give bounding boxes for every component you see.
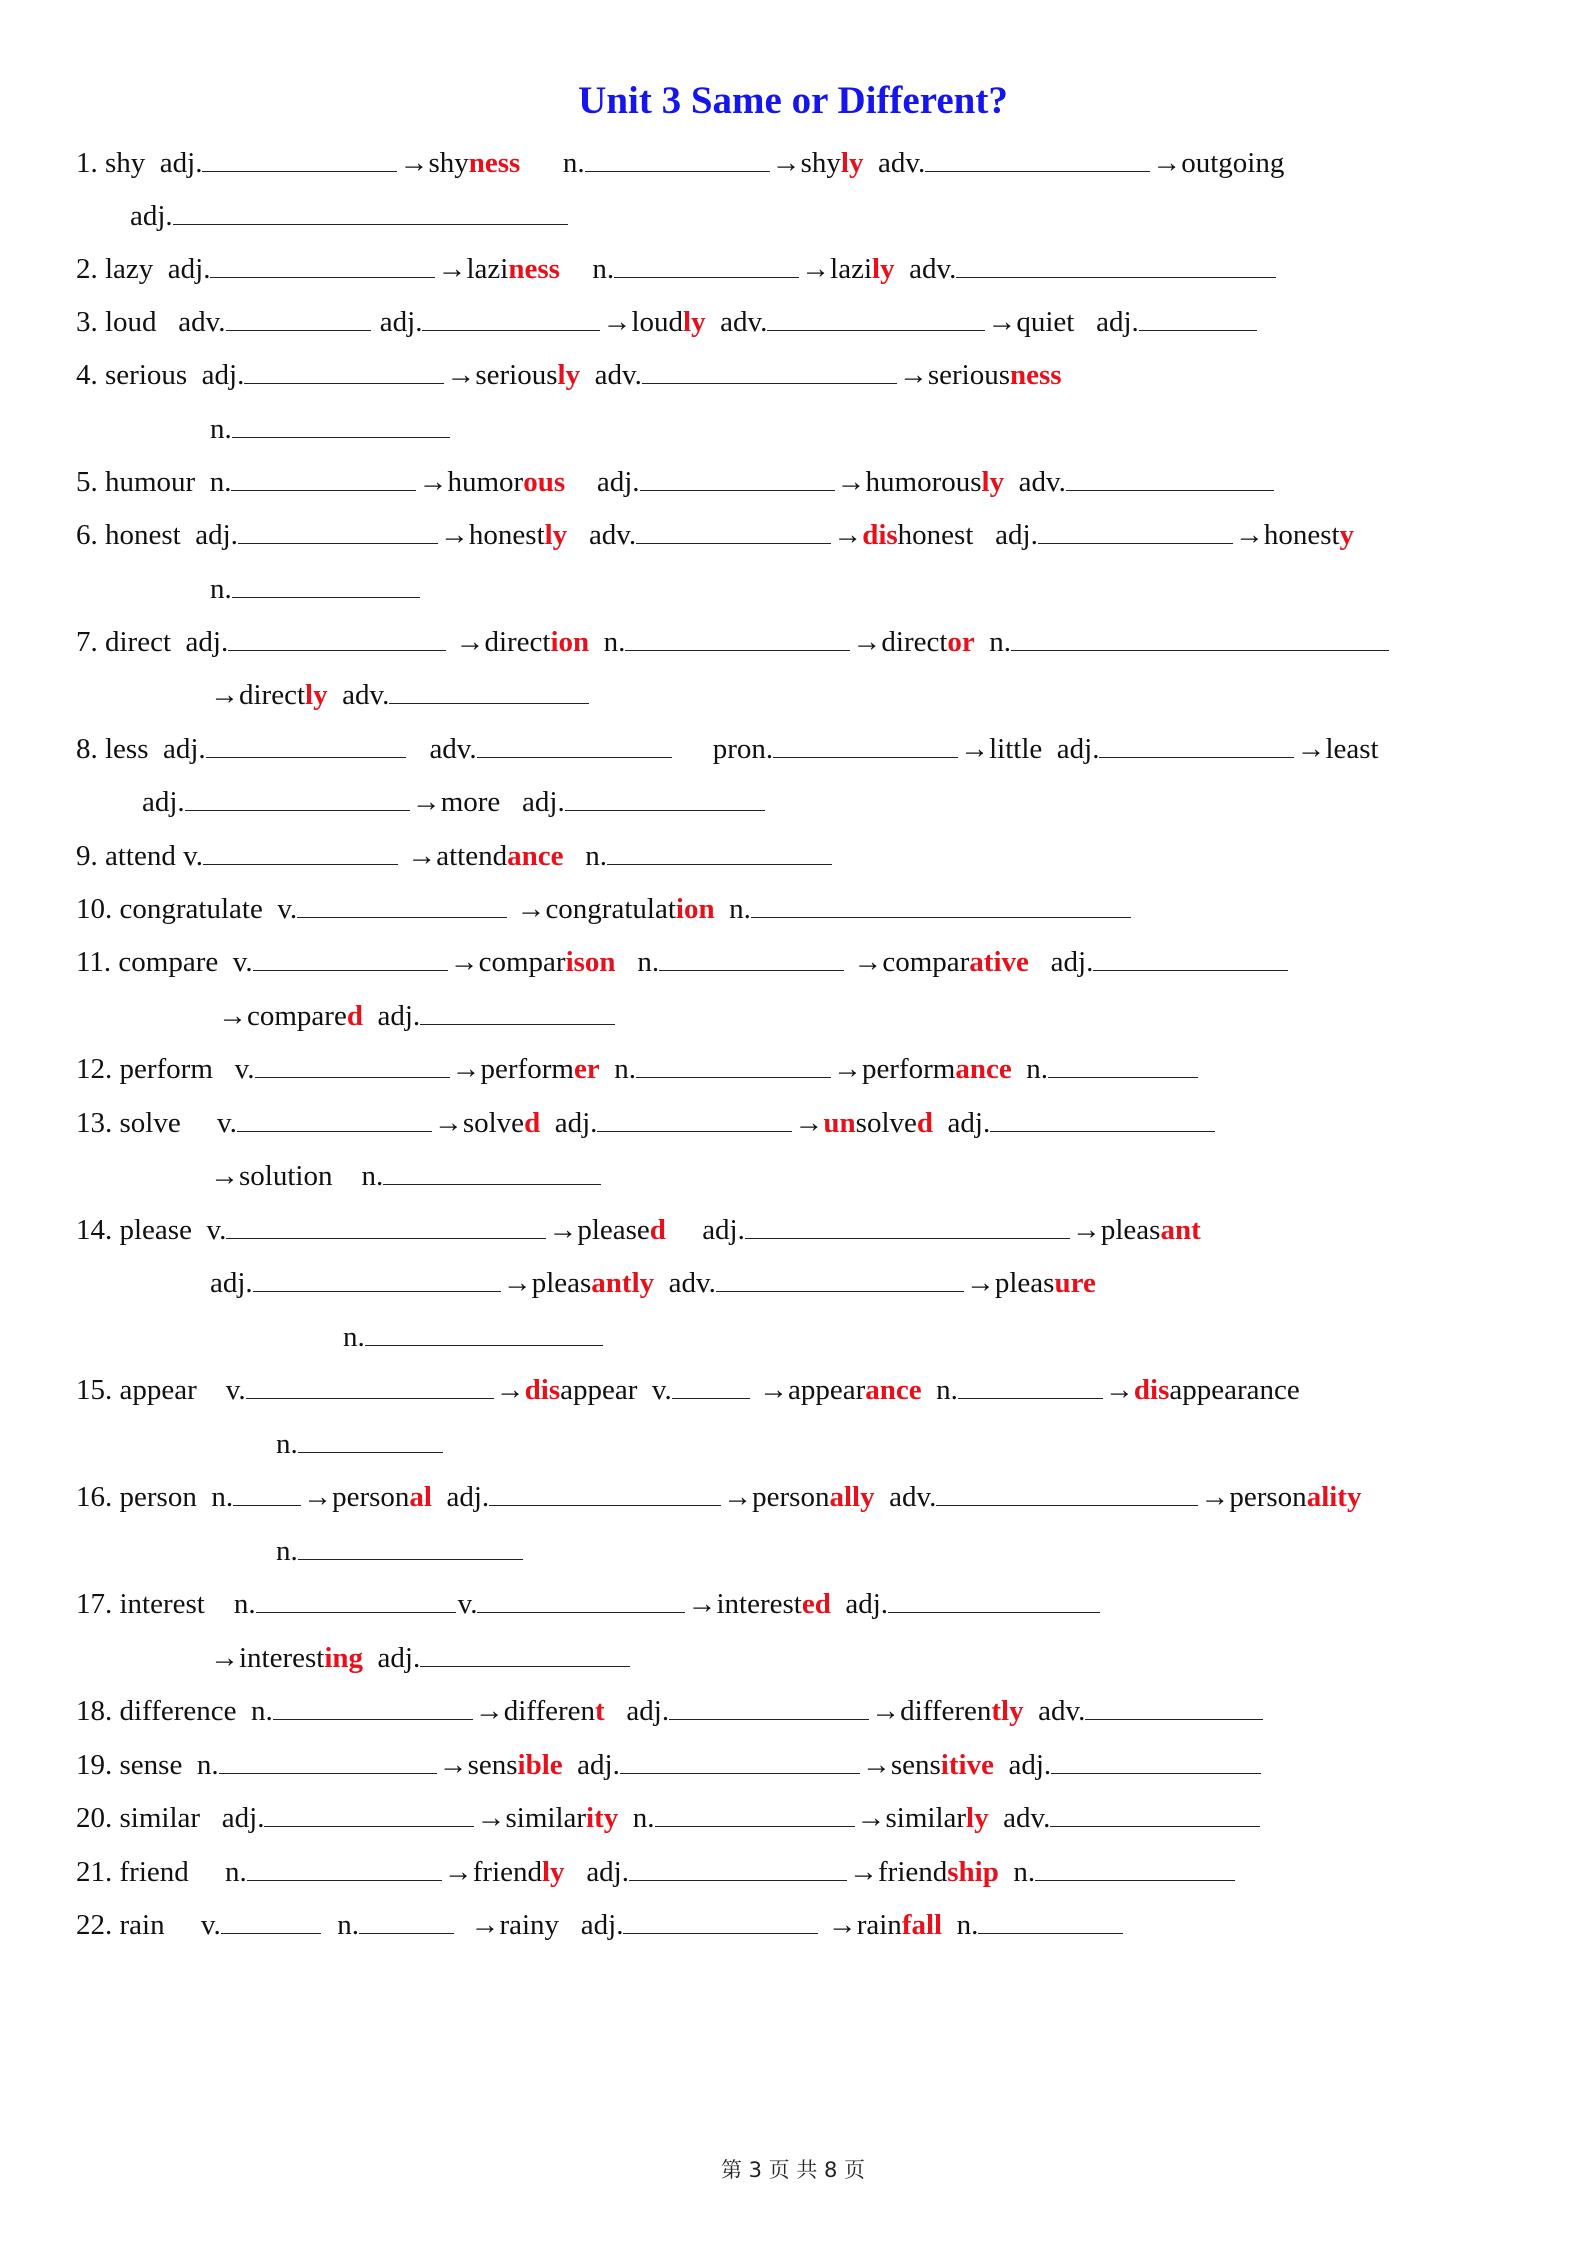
answer-blank[interactable] bbox=[565, 786, 765, 811]
answer-blank[interactable] bbox=[936, 1481, 1198, 1506]
answer-blank[interactable] bbox=[620, 1749, 860, 1774]
word-text: 16. person n. bbox=[76, 1481, 234, 1513]
highlighted-suffix: ison bbox=[565, 946, 616, 978]
exercise-line bbox=[76, 624, 1391, 660]
highlighted-suffix: ness bbox=[508, 253, 560, 285]
word-text: →sens bbox=[438, 1749, 518, 1781]
exercise-line bbox=[210, 1640, 632, 1676]
word-text: n. bbox=[210, 573, 232, 605]
word-text: →pleas bbox=[1071, 1214, 1161, 1246]
word-text: adv. bbox=[874, 1481, 937, 1513]
word-text: →serious bbox=[446, 359, 558, 391]
word-text: n. bbox=[589, 626, 626, 658]
answer-blank[interactable] bbox=[253, 1267, 501, 1292]
word-text: → bbox=[495, 1374, 525, 1406]
exercise-line bbox=[76, 1693, 1265, 1729]
exercise-line bbox=[76, 891, 1133, 927]
exercise-line bbox=[76, 1854, 1237, 1890]
answer-blank[interactable] bbox=[246, 1374, 494, 1399]
word-text: adj. bbox=[562, 1749, 620, 1781]
answer-blank[interactable] bbox=[585, 147, 770, 172]
word-text: 22. rain v. bbox=[76, 1909, 221, 1941]
exercise-line bbox=[142, 784, 767, 820]
answer-blank[interactable] bbox=[1139, 306, 1257, 331]
word-text: n. bbox=[276, 1428, 298, 1460]
highlighted-suffix: ly bbox=[683, 306, 706, 338]
word-text: n. bbox=[563, 840, 607, 872]
highlighted-suffix: itive bbox=[940, 1749, 994, 1781]
word-text: n. bbox=[615, 946, 660, 978]
exercise-line bbox=[76, 1479, 1361, 1515]
word-text: →solve bbox=[433, 1107, 525, 1139]
word-text: →direct bbox=[448, 626, 551, 658]
word-text: adv. bbox=[654, 1267, 716, 1299]
answer-blank[interactable] bbox=[1051, 1749, 1261, 1774]
word-text: 20. similar adj. bbox=[76, 1802, 265, 1834]
highlighted-suffix: antly bbox=[591, 1267, 655, 1299]
exercise-line bbox=[76, 838, 834, 874]
word-text: →person bbox=[723, 1481, 830, 1513]
highlighted-suffix: ly bbox=[966, 1802, 989, 1834]
highlighted-suffix: un bbox=[823, 1107, 856, 1139]
highlighted-suffix: dis bbox=[1133, 1374, 1170, 1406]
word-text: 13. solve v. bbox=[76, 1107, 237, 1139]
highlighted-suffix: ion bbox=[550, 626, 590, 658]
exercise-line bbox=[276, 1426, 445, 1462]
word-text: n. bbox=[921, 1374, 958, 1406]
word-text: →direct bbox=[852, 626, 948, 658]
word-text: 17. interest n. bbox=[76, 1588, 256, 1620]
answer-blank[interactable] bbox=[659, 946, 844, 971]
answer-blank[interactable] bbox=[1066, 466, 1274, 491]
answer-blank[interactable] bbox=[422, 306, 600, 331]
word-text: adj. bbox=[540, 1107, 598, 1139]
answer-blank[interactable] bbox=[477, 1588, 685, 1613]
word-text: n. bbox=[577, 253, 615, 285]
highlighted-suffix: or bbox=[947, 626, 975, 658]
highlighted-suffix: ly bbox=[557, 359, 581, 391]
answer-blank[interactable] bbox=[629, 1856, 847, 1881]
word-text: →perform bbox=[451, 1053, 574, 1085]
word-text: →lazi bbox=[801, 253, 873, 285]
word-text: →serious bbox=[898, 359, 1010, 391]
answer-blank[interactable] bbox=[210, 253, 435, 278]
word-text: 6. honest adj. bbox=[76, 519, 238, 551]
word-text: adj. bbox=[575, 466, 640, 498]
word-text: →attend bbox=[399, 840, 508, 872]
page-footer: 第 3 页 共 8 页 bbox=[720, 2158, 866, 2182]
exercise-line bbox=[210, 411, 452, 447]
answer-blank[interactable] bbox=[264, 1802, 474, 1827]
highlighted-suffix: ion bbox=[675, 893, 715, 925]
highlighted-suffix: ly bbox=[542, 1856, 565, 1888]
word-text: honest adj. bbox=[897, 519, 1038, 551]
word-text: n. bbox=[974, 626, 1012, 658]
word-text: adj. bbox=[142, 786, 185, 818]
highlighted-suffix: ance bbox=[955, 1053, 1012, 1085]
answer-blank[interactable] bbox=[669, 1695, 869, 1720]
answer-blank[interactable] bbox=[232, 573, 420, 598]
answer-blank[interactable] bbox=[203, 840, 398, 865]
word-text: adv. bbox=[327, 679, 390, 711]
word-text: →quiet adj. bbox=[987, 306, 1139, 338]
answer-blank[interactable] bbox=[219, 1749, 437, 1774]
word-text: →friend bbox=[443, 1856, 542, 1888]
answer-blank[interactable] bbox=[185, 786, 410, 811]
highlighted-suffix: d bbox=[649, 1214, 666, 1246]
exercise-line bbox=[76, 145, 1284, 181]
answer-blank[interactable] bbox=[636, 1053, 831, 1078]
word-text: 3. loud adv. bbox=[76, 306, 226, 338]
highlighted-suffix: tly bbox=[991, 1695, 1024, 1727]
word-text: 18. difference n. bbox=[76, 1695, 273, 1727]
highlighted-suffix: ure bbox=[1054, 1267, 1096, 1299]
highlighted-suffix: ness bbox=[468, 147, 521, 179]
exercise-line bbox=[76, 357, 1062, 393]
answer-blank[interactable] bbox=[256, 1588, 456, 1613]
word-text: 12. perform v. bbox=[76, 1053, 255, 1085]
highlighted-suffix: ly bbox=[840, 147, 864, 179]
answer-blank[interactable] bbox=[978, 1909, 1123, 1934]
highlighted-suffix: ly bbox=[544, 519, 568, 551]
highlighted-suffix: d bbox=[916, 1107, 934, 1139]
word-text: n. bbox=[1011, 1053, 1048, 1085]
answer-blank[interactable] bbox=[1011, 626, 1389, 651]
answer-blank[interactable] bbox=[745, 1214, 1070, 1239]
highlighted-suffix: ly bbox=[305, 679, 328, 711]
word-text: →loud bbox=[602, 306, 684, 338]
word-text: →pleas bbox=[965, 1267, 1055, 1299]
word-text: →differen bbox=[474, 1695, 595, 1727]
word-text: → bbox=[833, 519, 863, 551]
word-text: adv. bbox=[988, 1802, 1051, 1834]
word-text: →interest bbox=[210, 1642, 325, 1674]
highlighted-suffix: dis bbox=[524, 1374, 561, 1406]
word-text: v. bbox=[457, 1588, 478, 1620]
word-text: adj. bbox=[431, 1481, 490, 1513]
word-text: →perform bbox=[832, 1053, 956, 1085]
word-text: → bbox=[1104, 1374, 1134, 1406]
answer-blank[interactable] bbox=[597, 1107, 792, 1132]
word-text: →more adj. bbox=[411, 786, 565, 818]
word-text: 14. please v. bbox=[76, 1214, 227, 1246]
word-text: n. bbox=[714, 893, 751, 925]
answer-blank[interactable] bbox=[477, 733, 672, 758]
answer-blank[interactable] bbox=[237, 1107, 432, 1132]
word-text: →shy bbox=[399, 147, 469, 179]
answer-blank[interactable] bbox=[298, 1535, 523, 1560]
word-text: →direct bbox=[210, 679, 306, 711]
word-text: n. bbox=[343, 1321, 365, 1353]
word-text: adj. bbox=[363, 1642, 421, 1674]
word-text: →person bbox=[303, 1481, 410, 1513]
word-text: adj. bbox=[993, 1749, 1052, 1781]
answer-blank[interactable] bbox=[623, 1909, 818, 1934]
answer-blank[interactable] bbox=[359, 1909, 454, 1934]
word-text: →little adj. bbox=[960, 733, 1100, 765]
word-text: →compar bbox=[846, 946, 970, 978]
answer-blank[interactable] bbox=[233, 1481, 301, 1506]
answer-blank[interactable] bbox=[655, 1802, 855, 1827]
word-text: adj. bbox=[372, 306, 423, 338]
word-text: appearance bbox=[1169, 1374, 1300, 1406]
exercise-line bbox=[76, 517, 1354, 553]
word-text: adv. bbox=[1023, 1695, 1086, 1727]
word-text: →honest bbox=[1234, 519, 1340, 551]
answer-blank[interactable] bbox=[255, 1053, 450, 1078]
highlighted-suffix: ed bbox=[801, 1588, 831, 1620]
word-text: adj. bbox=[665, 1214, 745, 1246]
word-text: adj. bbox=[830, 1588, 889, 1620]
highlighted-suffix: ous bbox=[523, 466, 566, 498]
word-text: adv. bbox=[863, 147, 926, 179]
word-text: →honest bbox=[439, 519, 545, 551]
exercise-line bbox=[218, 998, 617, 1034]
answer-blank[interactable] bbox=[614, 253, 799, 278]
word-text: solve bbox=[855, 1107, 917, 1139]
exercise-line bbox=[76, 1800, 1262, 1836]
highlighted-suffix: dis bbox=[862, 519, 898, 551]
word-text: 21. friend n. bbox=[76, 1856, 247, 1888]
word-text: n. bbox=[599, 1053, 636, 1085]
exercise-line bbox=[210, 571, 422, 607]
answer-blank[interactable] bbox=[672, 1374, 750, 1399]
answer-blank[interactable] bbox=[925, 147, 1150, 172]
highlighted-suffix: ative bbox=[969, 946, 1029, 978]
answer-blank[interactable] bbox=[420, 1000, 615, 1025]
word-text: n. bbox=[322, 1909, 359, 1941]
word-text: adv. bbox=[567, 519, 637, 551]
word-text: →congratulat bbox=[509, 893, 676, 925]
word-text: 4. serious adj. bbox=[76, 359, 245, 391]
word-text: adv. bbox=[894, 253, 957, 285]
answer-blank[interactable] bbox=[1093, 946, 1288, 971]
answer-blank[interactable] bbox=[232, 413, 450, 438]
word-text: →compar bbox=[449, 946, 566, 978]
word-text: →humor bbox=[418, 466, 524, 498]
word-text: →rainy adj. bbox=[455, 1909, 624, 1941]
highlighted-suffix: d bbox=[346, 1000, 363, 1032]
answer-blank[interactable] bbox=[1099, 733, 1294, 758]
word-text: n. bbox=[548, 147, 585, 179]
word-text: n. bbox=[210, 413, 232, 445]
word-text: 11. compare v. bbox=[76, 946, 253, 978]
highlighted-suffix: t bbox=[595, 1695, 605, 1727]
exercise-line bbox=[76, 1586, 1102, 1622]
highlighted-suffix: ing bbox=[324, 1642, 364, 1674]
answer-blank[interactable] bbox=[1038, 519, 1233, 544]
word-text: →appear bbox=[751, 1374, 866, 1406]
exercise-line bbox=[276, 1533, 525, 1569]
word-text: 10. congratulate v. bbox=[76, 893, 298, 925]
word-text: →friend bbox=[849, 1856, 948, 1888]
word-text: adj. bbox=[362, 1000, 421, 1032]
exercise-line bbox=[76, 251, 1278, 287]
highlighted-suffix: ally bbox=[829, 1481, 875, 1513]
word-text: → bbox=[794, 1107, 824, 1139]
word-text: →similar bbox=[476, 1802, 587, 1834]
exercise-line bbox=[76, 731, 1379, 767]
answer-blank[interactable] bbox=[956, 253, 1276, 278]
highlighted-suffix: ly bbox=[872, 253, 895, 285]
answer-blank[interactable] bbox=[206, 733, 406, 758]
word-text: adv. bbox=[1004, 466, 1066, 498]
word-text: →person bbox=[1200, 1481, 1307, 1513]
answer-blank[interactable] bbox=[253, 946, 448, 971]
word-text: 1. shy adj. bbox=[76, 147, 203, 179]
highlighted-suffix: ance bbox=[507, 840, 564, 872]
word-text: adv. bbox=[705, 306, 768, 338]
word-text: 19. sense n. bbox=[76, 1749, 219, 1781]
word-text: 2. lazy adj. bbox=[76, 253, 211, 285]
answer-blank[interactable] bbox=[636, 519, 831, 544]
highlighted-suffix: er bbox=[573, 1053, 600, 1085]
word-text: →pleas bbox=[502, 1267, 592, 1299]
exercise-line bbox=[76, 304, 1259, 340]
word-text: adj. bbox=[210, 1267, 253, 1299]
answer-blank[interactable] bbox=[383, 1160, 601, 1185]
answer-blank[interactable] bbox=[247, 1856, 442, 1881]
answer-blank[interactable] bbox=[888, 1588, 1100, 1613]
answer-blank[interactable] bbox=[173, 200, 568, 225]
word-text: →outgoing bbox=[1152, 147, 1285, 179]
exercise-line bbox=[76, 1372, 1300, 1408]
word-text: →lazi bbox=[437, 253, 509, 285]
word-text: →least bbox=[1296, 733, 1379, 765]
word-text: →please bbox=[548, 1214, 650, 1246]
word-text: adj. bbox=[604, 1695, 670, 1727]
exercise-line bbox=[343, 1319, 605, 1355]
word-text: →sens bbox=[861, 1749, 941, 1781]
answer-blank[interactable] bbox=[226, 1214, 546, 1239]
answer-blank[interactable] bbox=[238, 519, 438, 544]
word-text: →rain bbox=[820, 1909, 902, 1941]
word-text: →solution n. bbox=[210, 1160, 384, 1192]
answer-blank[interactable] bbox=[607, 840, 832, 865]
word-text: →compare bbox=[218, 1000, 347, 1032]
answer-blank[interactable] bbox=[767, 306, 985, 331]
word-text: →humorous bbox=[836, 466, 982, 498]
word-text: pron. bbox=[683, 733, 774, 765]
answer-blank[interactable] bbox=[642, 359, 897, 384]
answer-blank[interactable] bbox=[221, 1909, 321, 1934]
answer-blank[interactable] bbox=[244, 359, 444, 384]
highlighted-suffix: ance bbox=[865, 1374, 922, 1406]
word-text: →interest bbox=[687, 1588, 802, 1620]
exercise-line bbox=[130, 198, 570, 234]
word-text: n. bbox=[618, 1802, 655, 1834]
answer-blank[interactable] bbox=[1048, 1053, 1198, 1078]
answer-blank[interactable] bbox=[298, 1428, 443, 1453]
word-text: adv. bbox=[407, 733, 477, 765]
exercise-line bbox=[76, 1105, 1217, 1141]
highlighted-suffix: ship bbox=[947, 1856, 999, 1888]
word-text: →shy bbox=[771, 147, 841, 179]
answer-blank[interactable] bbox=[365, 1321, 603, 1346]
exercise-line bbox=[76, 1051, 1200, 1087]
exercise-line bbox=[210, 677, 591, 713]
answer-blank[interactable] bbox=[1050, 1802, 1260, 1827]
highlighted-suffix: y bbox=[1339, 519, 1355, 551]
answer-blank[interactable] bbox=[273, 1695, 473, 1720]
word-text: adj. bbox=[130, 200, 173, 232]
answer-blank[interactable] bbox=[231, 466, 416, 491]
answer-blank[interactable] bbox=[716, 1267, 964, 1292]
answer-blank[interactable] bbox=[1035, 1856, 1235, 1881]
exercise-line bbox=[76, 944, 1290, 980]
exercise-line bbox=[76, 1747, 1263, 1783]
word-text: 8. less adj. bbox=[76, 733, 206, 765]
exercise-line bbox=[76, 1907, 1125, 1943]
word-text: n. bbox=[942, 1909, 979, 1941]
answer-blank[interactable] bbox=[389, 679, 589, 704]
word-text: appear v. bbox=[560, 1374, 672, 1406]
word-text: adj. bbox=[933, 1107, 991, 1139]
answer-blank[interactable] bbox=[489, 1481, 721, 1506]
word-text: →differen bbox=[871, 1695, 992, 1727]
word-text: n. bbox=[276, 1535, 298, 1567]
highlighted-suffix: ality bbox=[1306, 1481, 1362, 1513]
highlighted-suffix: ly bbox=[981, 466, 1005, 498]
answer-blank[interactable] bbox=[625, 626, 850, 651]
highlighted-suffix: al bbox=[409, 1481, 432, 1513]
answer-blank[interactable] bbox=[640, 466, 835, 491]
word-text: n. bbox=[998, 1856, 1036, 1888]
highlighted-suffix: d bbox=[524, 1107, 541, 1139]
exercise-line bbox=[210, 1265, 1096, 1301]
exercise-line bbox=[76, 1212, 1201, 1248]
answer-blank[interactable] bbox=[420, 1642, 630, 1667]
answer-blank[interactable] bbox=[297, 893, 507, 918]
highlighted-suffix: ible bbox=[517, 1749, 563, 1781]
exercise-line bbox=[76, 464, 1276, 500]
answer-blank[interactable] bbox=[1085, 1695, 1263, 1720]
page-title: Unit 3 Same or Different? bbox=[578, 79, 1008, 122]
word-text: adv. bbox=[580, 359, 642, 391]
word-text: adj. bbox=[1028, 946, 1094, 978]
answer-blank[interactable] bbox=[228, 626, 446, 651]
answer-blank[interactable] bbox=[990, 1107, 1215, 1132]
answer-blank[interactable] bbox=[226, 306, 371, 331]
word-text: 9. attend v. bbox=[76, 840, 203, 872]
exercise-line bbox=[210, 1158, 603, 1194]
answer-blank[interactable] bbox=[202, 147, 397, 172]
answer-blank[interactable] bbox=[773, 733, 958, 758]
highlighted-suffix: ity bbox=[586, 1802, 619, 1834]
highlighted-suffix: fall bbox=[901, 1909, 943, 1941]
highlighted-suffix: ant bbox=[1160, 1214, 1201, 1246]
word-text: →similar bbox=[856, 1802, 967, 1834]
answer-blank[interactable] bbox=[958, 1374, 1103, 1399]
word-text: 15. appear v. bbox=[76, 1374, 246, 1406]
word-text: adj. bbox=[564, 1856, 629, 1888]
highlighted-suffix: ness bbox=[1010, 359, 1062, 391]
answer-blank[interactable] bbox=[751, 893, 1131, 918]
word-text: 7. direct adj. bbox=[76, 626, 229, 658]
word-text: 5. humour n. bbox=[76, 466, 232, 498]
